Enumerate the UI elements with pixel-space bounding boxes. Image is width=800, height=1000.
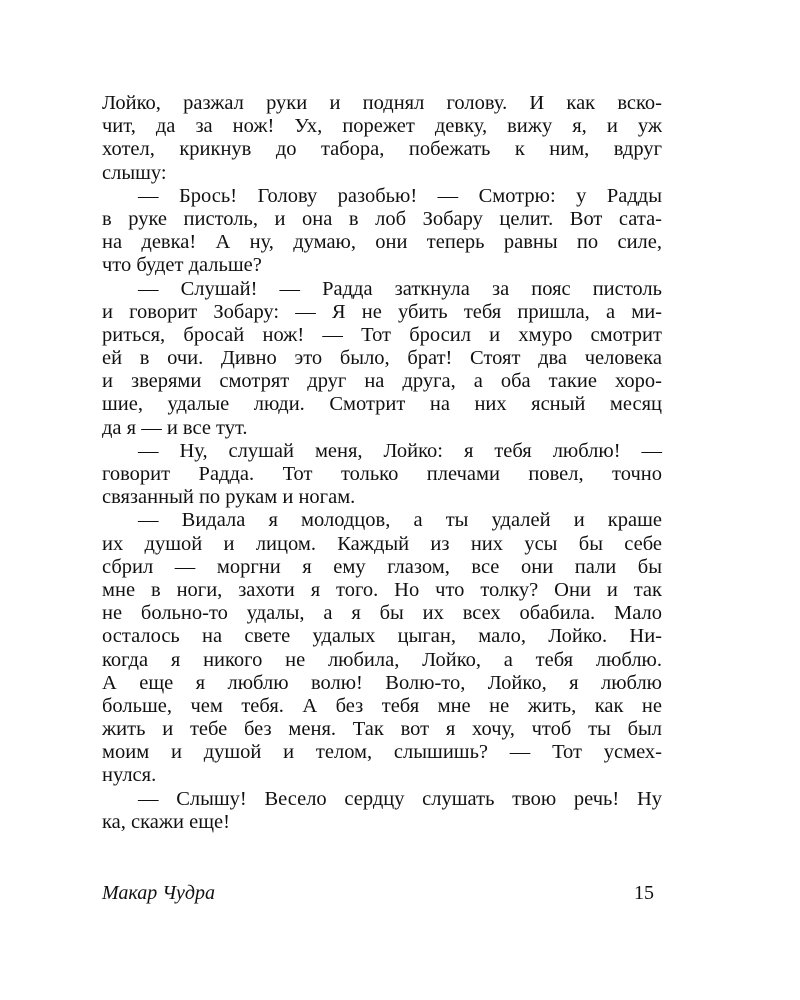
text-line: ей в очи. Дивно это было, брат! Стоят два человека — [102, 347, 662, 370]
text-line: на девка! А ну, думаю, они теперь равны по силе, — [102, 231, 662, 254]
text-line: связанный по рукам и ногам. — [102, 486, 356, 509]
text-line: что будет дальше? — [102, 254, 262, 277]
text-line: — Слышу! Весело сердцу слушать твою речь! Ну — [138, 787, 662, 810]
text-line: жить и тебе без меня. Так вот я хочу, чтоб ты был — [102, 718, 662, 741]
text-line: риться, бросай нож! — Тот бросил и хмуро смотрит — [102, 323, 662, 346]
text-line: когда я никого не любила, Лойко, а тебя люблю. — [102, 648, 662, 671]
text-line: А еще я люблю волю! Волю-то, Лойко, я люблю — [102, 671, 662, 694]
text-line: моим и душой и телом, слышишь? — Тот усмех- — [102, 741, 662, 764]
text-line: сбрил — моргни я ему глазом, все они пали бы — [102, 555, 662, 578]
page-number: 15 — [634, 882, 654, 904]
running-title: Макар Чудра — [102, 882, 215, 904]
body-text — [102, 92, 662, 834]
text-line: и говорит Зобару: — Я не убить тебя пришла, а ми- — [102, 300, 662, 323]
text-line: говорит Радда. Тот только плечами повел, точно — [102, 463, 662, 485]
text-line: больше, чем тебя. А без тебя мне не жить, как не — [102, 694, 662, 717]
text-line: да я — и все тут. — [102, 416, 248, 439]
text-line: хотел, крикнув до табора, побежать к ним, вдруг — [102, 138, 662, 161]
text-line: чит, да за нож! Ух, порежет девку, вижу я, и уж — [102, 115, 662, 138]
text-line: — Брось! Голову разобью! — Смотрю: у Радды — [138, 184, 662, 207]
text-line: слышу: — [102, 161, 167, 184]
text-line: не больно-то удалы, а я бы их всех обабила. Мало — [102, 602, 662, 625]
text-line: в руке пистоль, и она в лоб Зобару целит. Вот сата- — [102, 207, 662, 230]
text-line: ка, скажи еще! — [102, 810, 230, 833]
text-line: нулся. — [102, 764, 157, 787]
text-line: и зверями смотрят друг на друга, а оба такие хоро- — [102, 370, 662, 393]
text-line: — Видала я молодцов, а ты удалей и краше — [138, 509, 662, 532]
text-line: Лойко, разжал руки и поднял голову. И как вско- — [102, 92, 662, 114]
text-line: — Ну, слушай меня, Лойко: я тебя люблю! — — [138, 439, 662, 462]
text-line: их душой и лицом. Каждый из них усы бы себе — [102, 532, 662, 555]
text-line: мне в ноги, захоти я того. Но что толку? Они и так — [102, 578, 662, 601]
text-line: осталось на свете удалых цыган, мало, Лойко. Ни- — [102, 625, 662, 648]
text-line: шие, удалые люди. Смотрит на них ясный месяц — [102, 393, 662, 416]
text-line: — Слушай! — Радда заткнула за пояс пистоль — [138, 277, 662, 300]
